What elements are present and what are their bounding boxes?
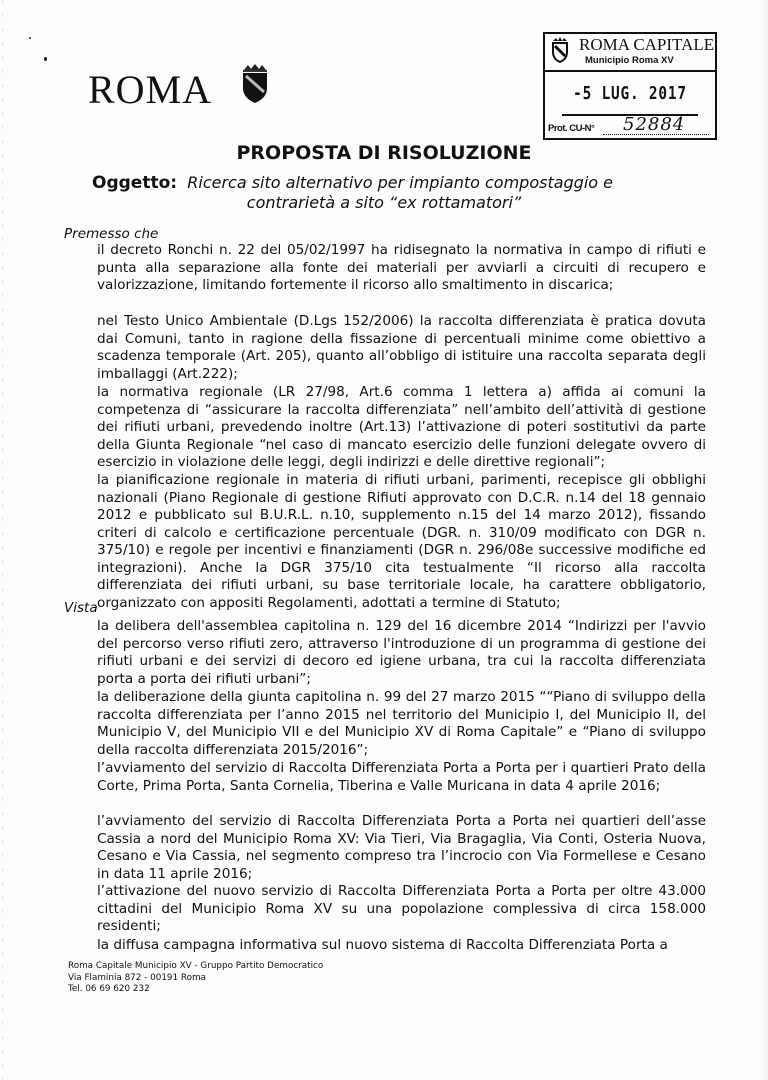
document-title-text: PROPOSTA DI RISOLUZIONE [236, 142, 532, 164]
subject-label: Oggetto [92, 173, 171, 193]
vista-paragraph: l’attivazione del nuovo servizio di Raccolta Differenziata Porta a Porta per oltre 43.000 cittadini del Municipio Roma XV su una popolazione complessiva di circa 158.000 residenti; [97, 883, 706, 934]
footer-organization: Roma Capitale Municipio XV - Gruppo Partito Democratico [68, 961, 324, 971]
document-title [0, 142, 768, 164]
stamp-header [545, 34, 715, 72]
section-label-vista: Vista [64, 600, 98, 616]
protocol-number: 52884 [623, 114, 686, 135]
stamp-subtitle: Municipio Roma XV [585, 55, 674, 66]
roma-logo-text: ROMA [88, 67, 213, 112]
stamp-title: ROMA CAPITALE [579, 35, 715, 54]
document-footer [68, 961, 323, 996]
vista-paragraph: la deliberazione della giunta capitolina n. 99 del 27 marzo 2015 ““Piano di sviluppo della raccolta differenziata per l’anno 2015 nel territorio del Municipio I, del Municipio II, del Municipio V, del Municipio VII e del Municipio XV di Roma Capitale” e “Piano di sviluppo della raccolta differenziata 2015/2016”; [97, 689, 706, 758]
protocol-stamp [543, 32, 717, 140]
premesso-paragraph: la pianificazione regionale in materia di rifiuti urbani, parimenti, recepisce gli obblighi nazionali (Piano Regionale di gestione Rifiuti approvato con D.C.R. n.14 del 18 gennaio 2012 e pubblicato sul B.U.R.L. n.10, supplemento n.15 del 14 marzo 2012), fissando criteri di calcolo e certificazione percentuale (DGR. n. 310/09 modificato con DGR n. 375/10) e regole per incentivi e finanziamenti (DGR n. 296/08e successive modifiche ed integrazioni). Anche la DGR 375/10 cita testualmente “Il ricorso alla raccolta differenziata dei rifiuti urbani, su base territoriale locale, ha carattere obbligatorio, organizzato con appositi Regolamenti, adottati a termine di Statuto; [97, 472, 706, 611]
stamp-shield-icon [551, 37, 569, 63]
roma-shield-icon [240, 62, 270, 104]
footer-address: Via Flaminia 872 - 00191 Roma [68, 972, 206, 983]
section-label-premesso: Premesso che [64, 226, 159, 242]
vista-paragraph: l’avviamento del servizio di Raccolta Differenziata Porta a Porta nei quartieri dell’asse Cassia a nord del Municipio Roma XV: Via Tieri, Via Bragaglia, Via Conti, Osteria Nuova, Cesano e Via Cassia, nel segmento compreso tra l’incrocio con Via Formellese e Cesano in data 11 aprile 2016; [97, 813, 706, 882]
subject-line [92, 173, 712, 193]
footer-phone: Tel. 06 69 620 232 [68, 984, 150, 994]
subject-text-line1: Ricerca sito alternativo per impianto compostaggio e [187, 173, 613, 192]
scan-speck [29, 37, 31, 39]
vista-paragraph: la diffusa campagna informativa sul nuovo sistema di Raccolta Differenziata Porta a [97, 937, 668, 953]
vista-paragraph: l’avviamento del servizio di Raccolta Differenziata Porta a Porta per i quartieri Prato della Corte, Prima Porta, Santa Cornelia, Tiberina e Valle Muricana in data 4 aprile 2016; [97, 760, 706, 794]
stamp-date: -5 LUG. 2017 [562, 72, 698, 116]
vista-paragraph: la delibera dell'assemblea capitolina n. 129 del 16 dicembre 2014 “Indirizzi per l'avvio del percorso verso rifiuti zero, attraverso l'introduzione di un programma di gestione dei rifiuti urbani e dei servizi di decoro ed igiene urbana, tra cui la raccolta differenziata porta a porta dei rifiuti urbani”; [97, 618, 706, 687]
premesso-paragraph: la normativa regionale (LR 27/98, Art.6 comma 1 lettera a) affida ai comuni la competenza di “assicurare la raccolta differenziata” nell’ambito dell’attività di gestione dei rifiuti urbani, prevedendo inoltre (Art.13) l’attivazione di poteri sostitutivi da parte della Giunta Regionale “nel caso di mancato esercizio delle funzioni delegate ovvero di esercizio in violazione delle leggi, degli indirizzi e delle direttive regionali”; [97, 384, 706, 470]
subject-colon: : [170, 173, 178, 193]
subject-text-line2: contrarietà a sito “ex rottamatori” [246, 193, 522, 212]
protocol-label: Prot. CU-N° [548, 123, 595, 134]
stamp-protocol [545, 116, 715, 138]
scan-speck [44, 57, 47, 61]
premesso-paragraph: il decreto Ronchi n. 22 del 05/02/1997 ha ridisegnato la normativa in campo di rifiuti e punta alla separazione alla fonte dei materiali per avviarli a circuiti di recupero e valorizzazione, limitando fortemente il ricorso allo smaltimento in discarica; [97, 242, 706, 293]
premesso-paragraph: nel Testo Unico Ambientale (D.Lgs 152/2006) la raccolta differenziata è pratica dovuta dai Comuni, tanto in ragione della fissazione di percentuali minime come obiettivo a scadenza temporale (Art. 205), quanto all’obbligo di istituire una raccolta separata degli imballaggi (Art.222); [97, 313, 706, 382]
